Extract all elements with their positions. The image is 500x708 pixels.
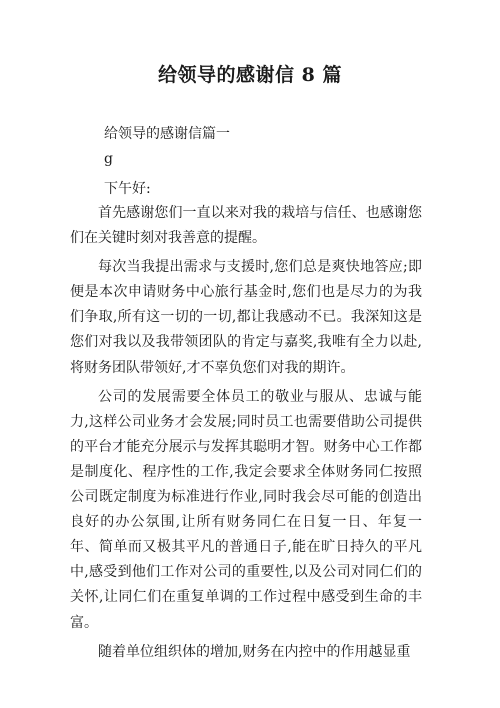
stray-character: g xyxy=(104,151,113,167)
body-paragraph: 公司的发展需要全体员工的敬业与服从、忠诚与能力,这样公司业务才会发展;同时员工也需要借助公司提供的平台才能充分展示与发挥其聪明才智。财务中心工作都是制度化、程序性的工作,我定会要求全体财务同仁按照公司既定制度为标准进行作业,同时我会尽可能的创造出良好的办公氛围,让所有财务同仁在日复一日、年复一年、简单而又极其平凡的普通日子,能在旷日持久的平凡中,感受到他们工作对公司的重要性,以及公司对同仁们的关怀,让同仁们在重复单调的工作过程中感受到生命的丰富。 xyxy=(70,388,422,631)
document-title: 给领导的感谢信 8 篇 xyxy=(158,64,342,86)
salutation: 下午好: xyxy=(104,181,151,197)
body-paragraph: 首先感谢您们一直以来对我的栽培与信任、也感谢您们在关键时刻对我善意的提醒。 xyxy=(70,205,422,247)
letter-body xyxy=(70,201,422,665)
letter-subtitle: 给领导的感谢信篇一 xyxy=(104,126,230,142)
body-paragraph: 随着单位组织体的增加,财务在内控中的作用越显重 xyxy=(98,643,411,660)
body-paragraph: 每次当我提出需求与支援时,您们总是爽快地答应;即便是本次申请财务中心旅行基金时,您们也是尽力的为我们争取,所有这一切的一切,都让我感动不已。我深知这是您们对我以及我带领团队的肯定与嘉奖,我唯有全力以赴,将财务团队带领好,才不辜负您们对我的期许。 xyxy=(70,259,422,376)
